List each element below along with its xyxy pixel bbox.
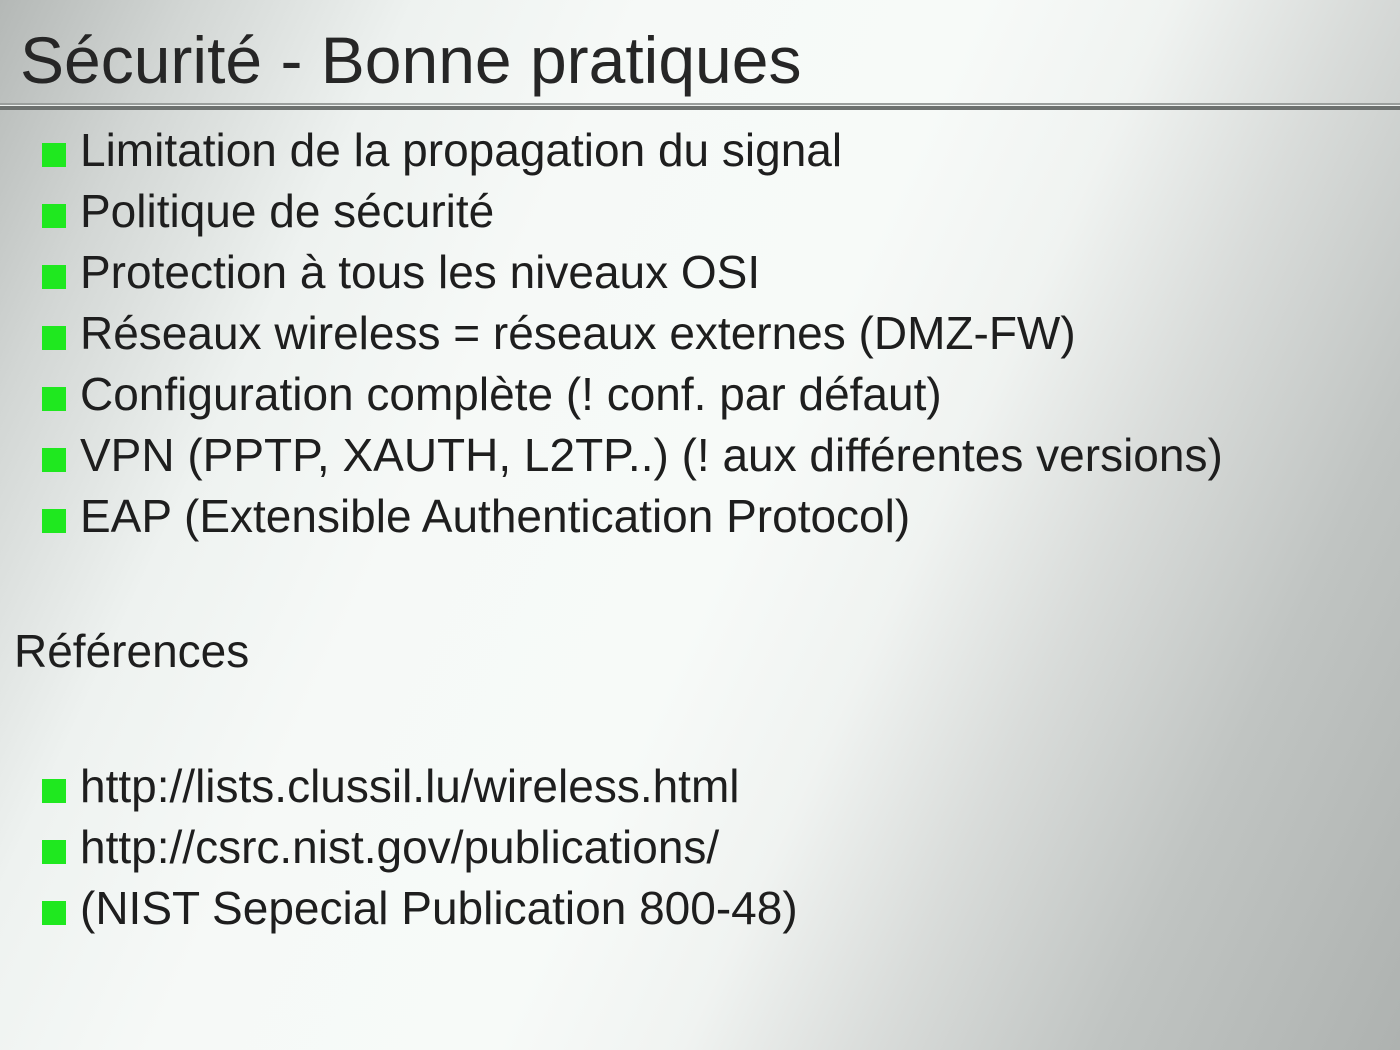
- list-item-text: Réseaux wireless = réseaux externes (DMZ-FW): [80, 307, 1076, 359]
- green-square-bullet-icon: [42, 143, 66, 167]
- slide-title: Sécurité - Bonne pratiques: [20, 23, 802, 97]
- references-list: [0, 756, 798, 939]
- green-square-bullet-icon: [42, 509, 66, 533]
- reference-text: http://lists.clussil.lu/wireless.html: [80, 760, 740, 812]
- green-square-bullet-icon: [42, 448, 66, 472]
- reference-item: [0, 878, 798, 939]
- practices-list: [0, 120, 1223, 547]
- title-divider: [0, 103, 1400, 110]
- list-item: [0, 303, 1223, 364]
- green-square-bullet-icon: [42, 265, 66, 289]
- green-square-bullet-icon: [42, 840, 66, 864]
- list-item-text: VPN (PPTP, XAUTH, L2TP..) (! aux différentes versions): [80, 429, 1223, 481]
- list-item: [0, 181, 1223, 242]
- list-item-text: Politique de sécurité: [80, 185, 495, 237]
- list-item: [0, 364, 1223, 425]
- list-item: [0, 120, 1223, 181]
- list-item: [0, 486, 1223, 547]
- list-item: [0, 242, 1223, 303]
- reference-item: [0, 817, 798, 878]
- green-square-bullet-icon: [42, 901, 66, 925]
- list-item-text: Limitation de la propagation du signal: [80, 124, 843, 176]
- green-square-bullet-icon: [42, 204, 66, 228]
- green-square-bullet-icon: [42, 387, 66, 411]
- list-item-text: EAP (Extensible Authentication Protocol): [80, 490, 911, 542]
- reference-text: http://csrc.nist.gov/publications/: [80, 821, 720, 873]
- green-square-bullet-icon: [42, 326, 66, 350]
- green-square-bullet-icon: [42, 779, 66, 803]
- reference-item: [0, 756, 798, 817]
- references-heading: Références: [14, 625, 250, 677]
- reference-text: (NIST Sepecial Publication 800-48): [80, 882, 798, 934]
- list-item: [0, 425, 1223, 486]
- list-item-text: Configuration complète (! conf. par défaut): [80, 368, 942, 420]
- list-item-text: Protection à tous les niveaux OSI: [80, 246, 761, 298]
